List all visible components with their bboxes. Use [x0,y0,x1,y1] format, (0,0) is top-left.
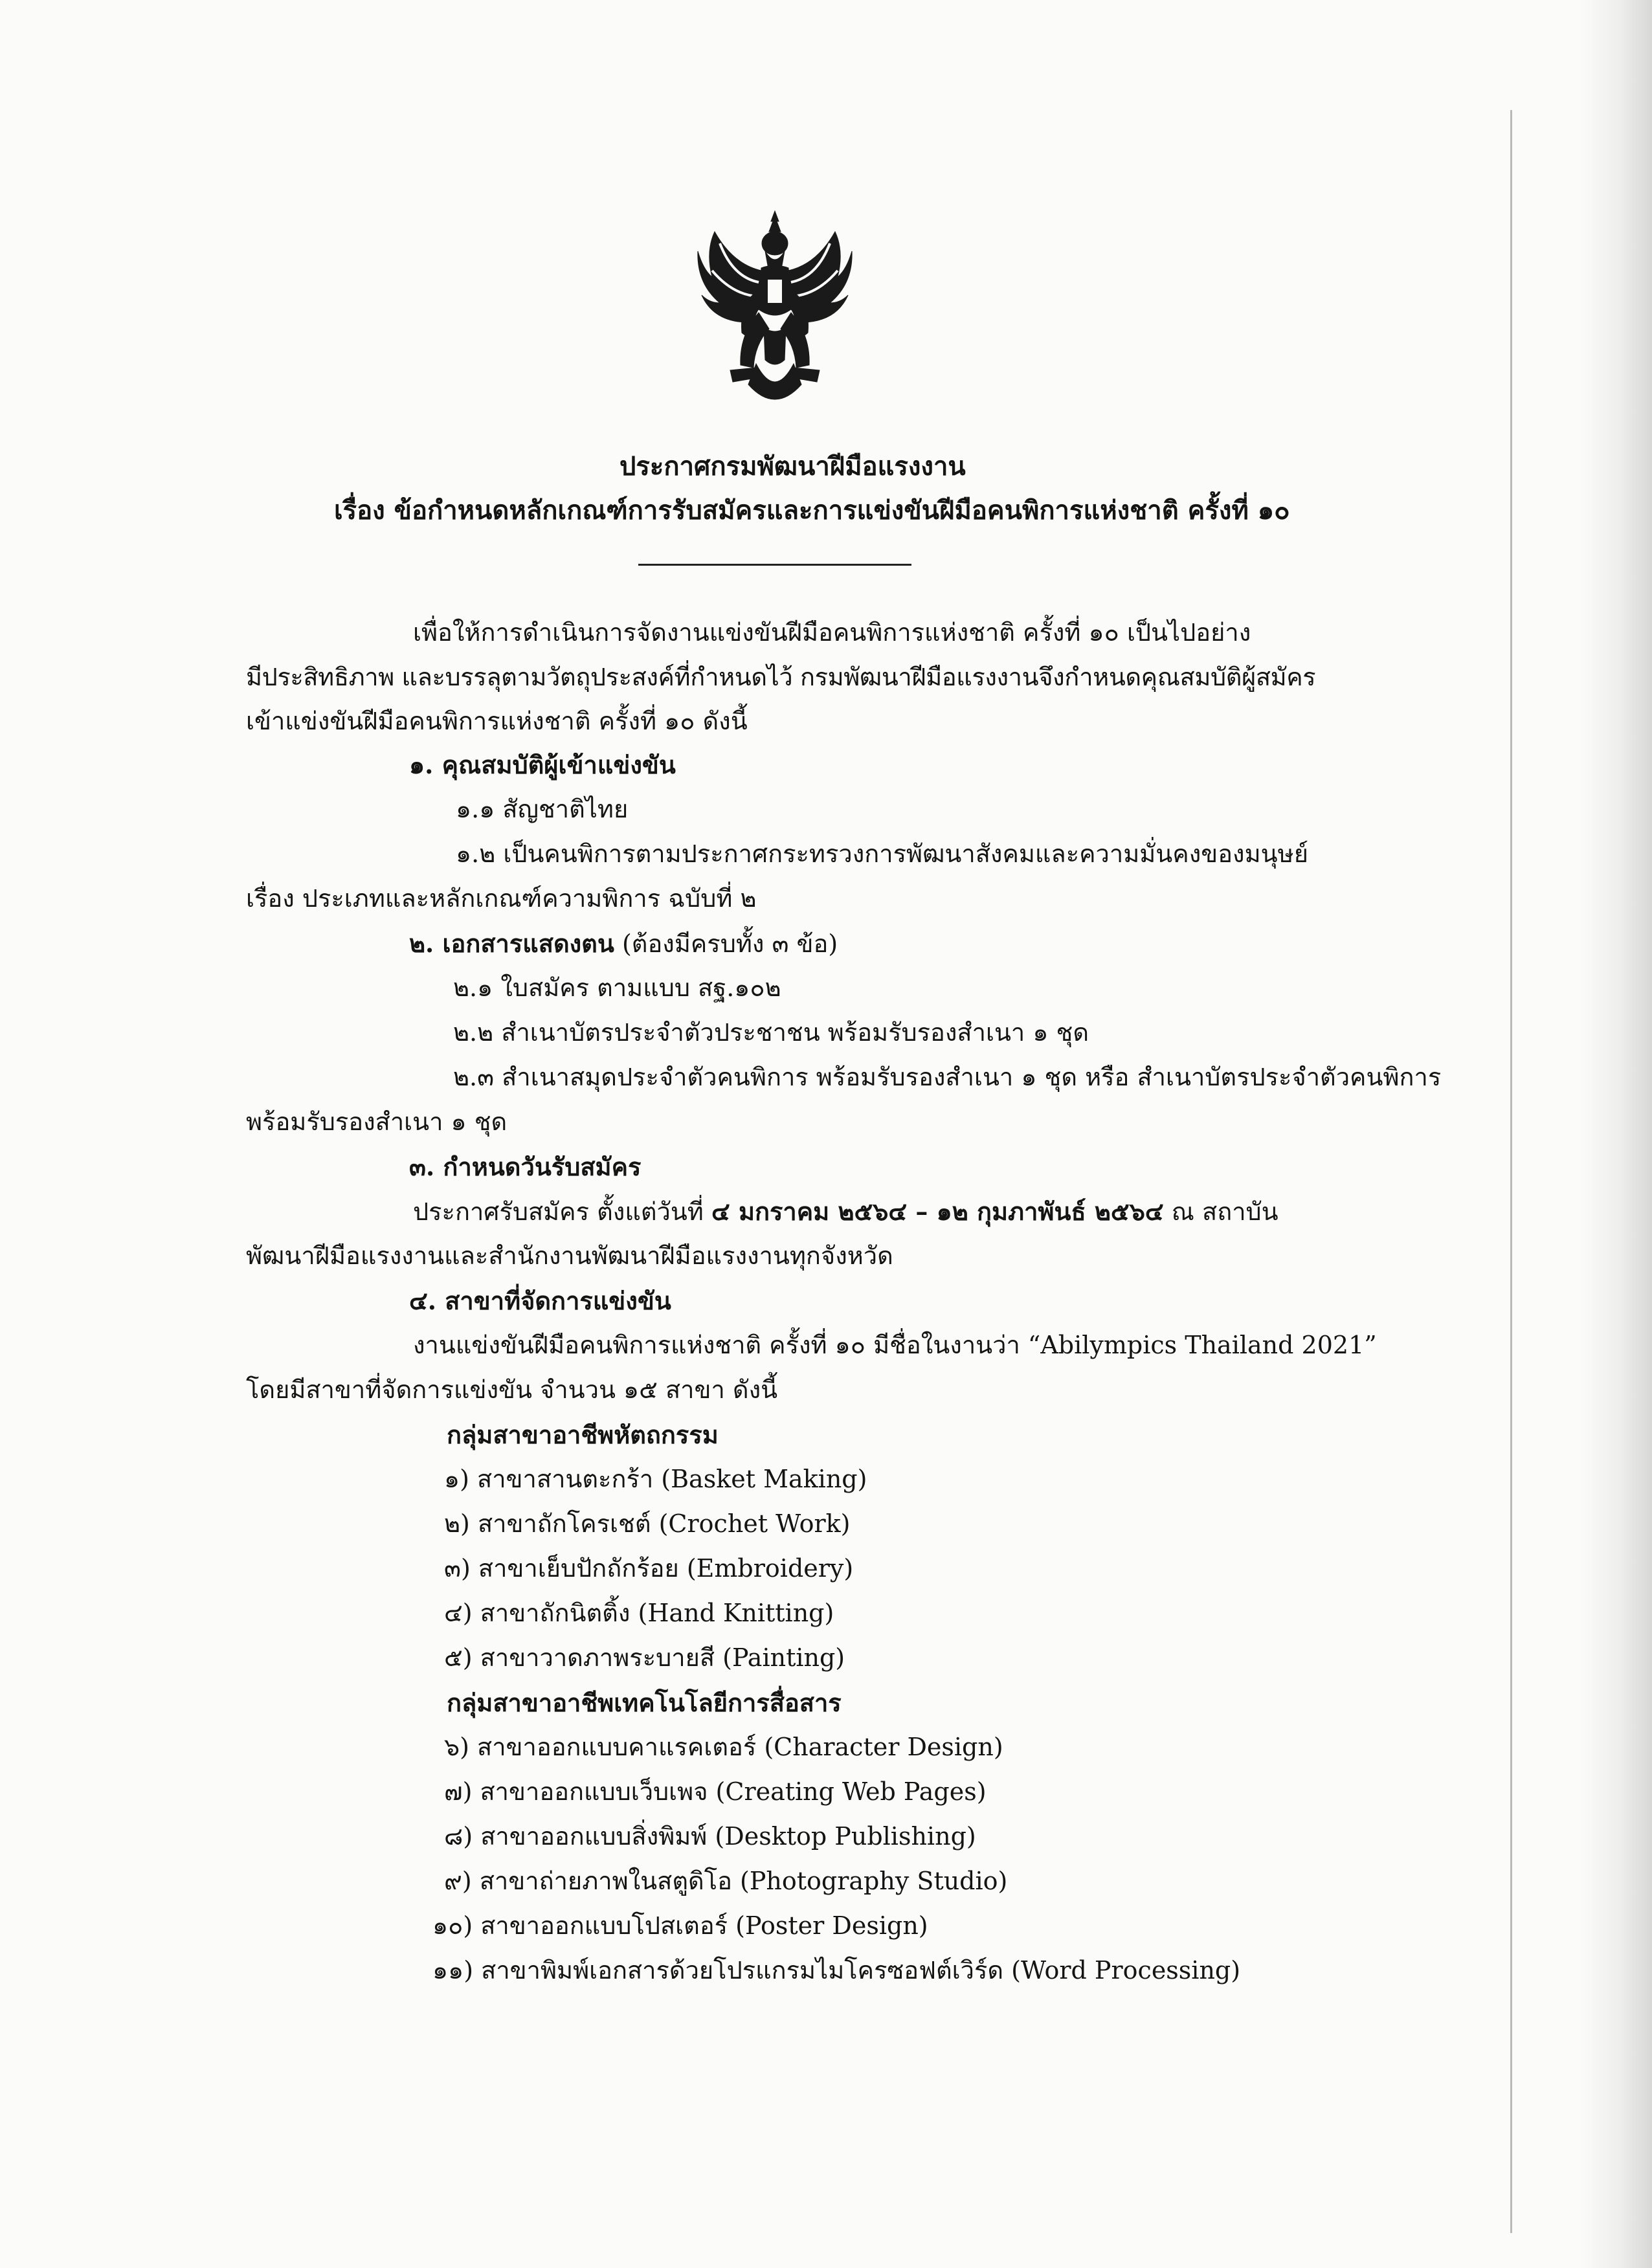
group1-item: ๒) สาขาถักโครเชต์ (Crochet Work) [444,1509,851,1538]
section3-line-1-dates: ๔ มกราคม ๒๕๖๔ – ๑๒ กุมภาพันธ์ ๒๕๖๔ [711,1197,1164,1226]
intro-line-3: เข้าแข่งขันฝีมือคนพิการแห่งชาติ ครั้งที่ ๑๐ ดังนี้ [246,707,748,735]
group1-heading: กลุ่มสาขาอาชีพหัตถกรรม [447,1420,719,1449]
group2-item: ๑๑) สาขาพิมพ์เอกสารด้วยโปรแกรมไมโครซอฟต์เวิร์ด (Word Processing) [432,1956,1241,1984]
group1-item: ๔) สาขาถักนิตติ้ง (Hand Knitting) [444,1599,834,1627]
section1-item-2-line-2: เรื่อง ประเภทและหลักเกณฑ์ความพิการ ฉบับที่ ๒ [246,884,757,913]
section2-heading-text: ๒. เอกสารแสดงตน [409,929,614,958]
section4-line-2: โดยมีสาขาที่จัดการแข่งขัน จำนวน ๑๕ สาขา ดังนี้ [246,1375,778,1404]
group1-item: ๓) สาขาเย็บปักถักร้อย (Embroidery) [444,1554,854,1583]
section3-line-1-prefix: ประกาศรับสมัคร ตั้งแต่วันที่ [413,1197,704,1226]
section4-heading: ๔. สาขาที่จัดการแข่งขัน [409,1286,671,1315]
group2-item: ๑๐) สาขาออกแบบโปสเตอร์ (Poster Design) [432,1911,928,1940]
section3-line-2: พัฒนาฝีมือแรงงานและสำนักงานพัฒนาฝีมือแรงงานทุกจังหวัด [246,1241,893,1270]
section2-item-1: ๒.๑ ใบสมัคร ตามแบบ สฐ.๑๐๒ [453,973,781,1002]
intro-line-2: มีประสิทธิภาพ และบรรลุตามวัตถุประสงค์ที่กำหนดไว้ กรมพัฒนาฝีมือแรงงานจึงกำหนดคุณสมบัติผู้สมัคร [246,663,1316,691]
group2-item: ๖) สาขาออกแบบคาแรคเตอร์ (Character Design) [444,1733,1003,1761]
section2-item-2: ๒.๒ สำเนาบัตรประจำตัวประชาชน พร้อมรับรองสำเนา ๑ ชุด [453,1018,1089,1047]
page-subject: เรื่อง ข้อกำหนดหลักเกณฑ์การรับสมัครและการแข่งขันฝีมือคนพิการแห่งชาติ ครั้งที่ ๑๐ [334,495,1290,526]
scan-edge-line [1510,110,1512,2233]
group2-heading: กลุ่มสาขาอาชีพเทคโนโลยีการสื่อสาร [447,1688,842,1717]
scan-edge-shadow [1581,0,1652,2268]
page-title: ประกาศกรมพัฒนาฝีมือแรงงาน [620,451,966,482]
group1-item: ๑) สาขาสานตะกร้า (Basket Making) [444,1465,867,1493]
group2-item: ๘) สาขาออกแบบสิ่งพิมพ์ (Desktop Publishing) [444,1822,976,1851]
section4-line-1: งานแข่งขันฝีมือคนพิการแห่งชาติ ครั้งที่ ๑๐ มีชื่อในงานว่า “Abilympics Thailand 2021” [413,1331,1377,1359]
intro-line-1: เพื่อให้การดำเนินการจัดงานแข่งขันฝีมือคนพิการแห่งชาติ ครั้งที่ ๑๐ เป็นไปอย่าง [413,618,1251,647]
group1-item: ๕) สาขาวาดภาพระบายสี (Painting) [444,1643,845,1672]
group2-item: ๗) สาขาออกแบบเว็บเพจ (Creating Web Pages) [444,1777,987,1806]
group2-item: ๙) สาขาถ่ายภาพในสตูดิโอ (Photography Studio) [444,1867,1008,1895]
section2-item-3-line-1: ๒.๓ สำเนาสมุดประจำตัวคนพิการ พร้อมรับรองสำเนา ๑ ชุด หรือ สำเนาบัตรประจำตัวคนพิการ [453,1063,1442,1091]
section1-item-1: ๑.๑ สัญชาติไทย [456,795,629,823]
section2-heading [409,929,838,959]
section3-line-1-suffix: ณ สถาบัน [1171,1197,1278,1226]
section2-heading-note: (ต้องมีครบทั้ง ๓ ข้อ) [621,929,838,958]
title-divider [638,564,911,566]
section1-heading: ๑. คุณสมบัติผู้เข้าแข่งขัน [409,750,676,779]
section2-item-3-line-2: พร้อมรับรองสำเนา ๑ ชุด [246,1107,508,1136]
section3-heading: ๓. กำหนดวันรับสมัคร [409,1152,642,1181]
garuda-emblem [694,206,856,414]
section3-line-1 [413,1197,1278,1227]
section1-item-2-line-1: ๑.๒ เป็นคนพิการตามประกาศกระทรวงการพัฒนาสังคมและความมั่นคงของมนุษย์ [456,839,1308,868]
